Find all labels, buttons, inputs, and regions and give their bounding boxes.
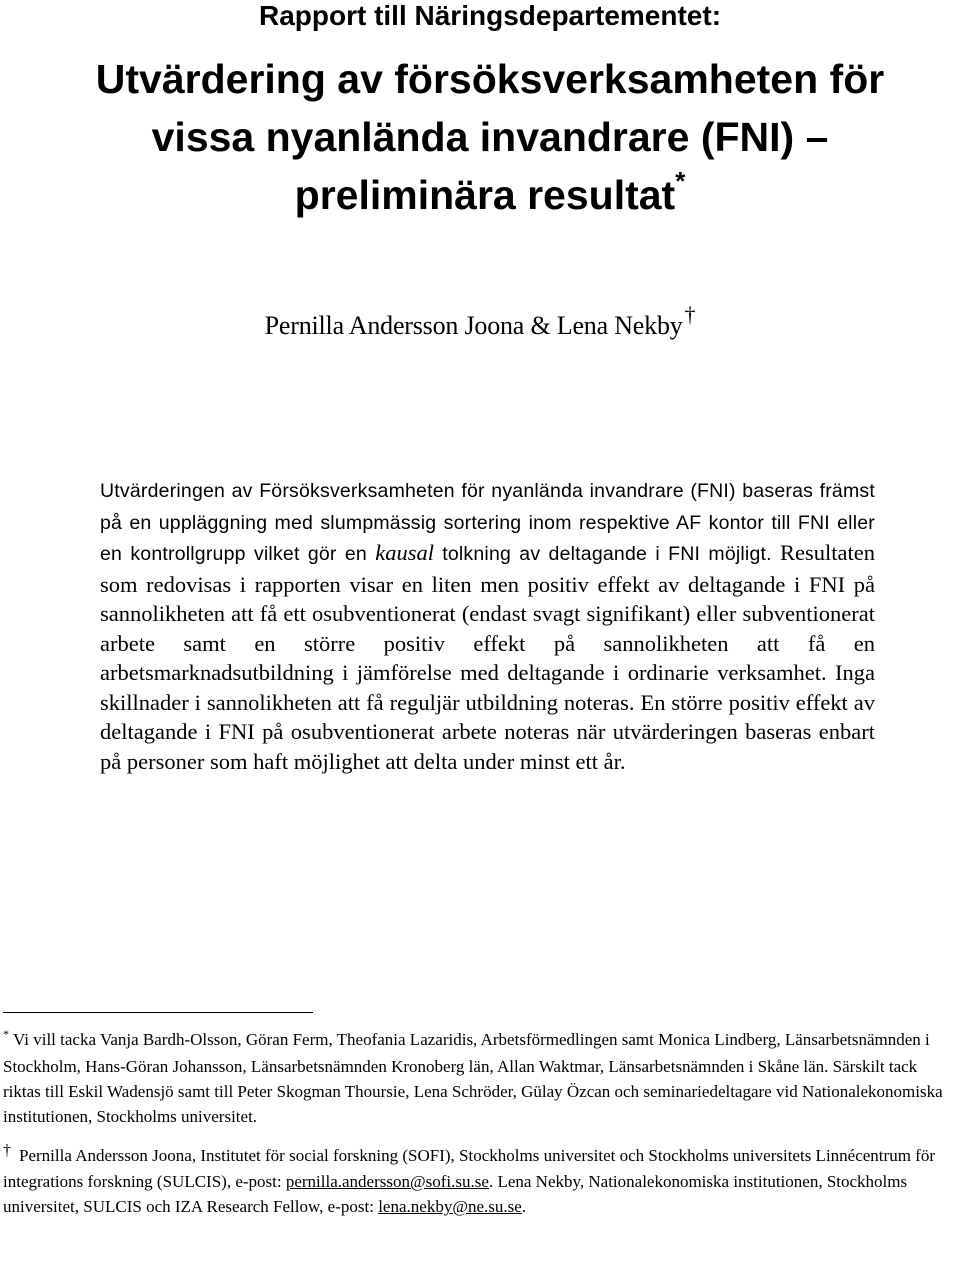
footnote-2-text-after: .	[521, 1197, 527, 1216]
footnote-2-text-middle: . Lena Nekby, Nationalekonomiska institutionen, Stockholms universitet, SULCIS och IZA Research Fellow, e-post:	[3, 1172, 908, 1216]
footnote-2-mark: †	[3, 1142, 11, 1159]
footnote-1-mark: *	[3, 1027, 9, 1041]
author-line	[0, 302, 960, 347]
author-names: Pernilla Andersson Joona & Lena Nekby	[264, 311, 683, 340]
report-kicker: Rapport till Näringsdepartementet:	[258, 0, 722, 31]
title-footnote-mark: *	[675, 166, 686, 197]
abstract-text-part1: Utvärderingen av Försöksverksamheten för nyanlända invandrare (FNI) baseras främst på en uppläggning med slumpmässig sortering inom respektive AF kontor till FNI eller en kontrollgrupp vilket gör en	[100, 480, 875, 565]
abstract-text-part2: tolkning av deltagande i FNI möjligt.	[433, 543, 772, 565]
abstract-paragraph	[100, 475, 875, 776]
title-line-1: Utvärdering av försöksverksamheten för	[95, 56, 885, 102]
title-line-3-text: preliminära resultat	[294, 172, 676, 218]
title-line-2: vissa nyanlända invandrare (FNI) –	[151, 114, 829, 160]
footnotes-section	[3, 1027, 958, 1233]
title-line-3	[0, 166, 960, 224]
footnote-acknowledgements	[3, 1027, 958, 1129]
footnote-affiliations	[3, 1143, 958, 1219]
footnote-2-text-before: Pernilla Andersson Joona, Institutet för social forskning (SOFI), Stockholms universitet och Stockholms universitets Linnécentrum för integrations forskning (SULCIS), e-post:	[3, 1146, 935, 1191]
document-title	[0, 50, 960, 224]
footnote-1-text: Vi vill tacka Vanja Bardh-Olsson, Göran Ferm, Theofania Lazaridis, Arbetsförmedlingen samt Monica Lindberg, Länsarbetsnämnden i Stockholm, Hans-Göran Johansson, Länsarbetsnämnden Kronoberg län, Allan Waktmar, Länsarbetsnämnden i Skåne län. Särskilt tack riktas till Eskil Wadensjö samt till Peter Skogman Thoursie, Lena Schröder, Gülay Özcan och seminariedeltagare vid Nationalekonomiska institutionen, Stockholms universitet.	[3, 1030, 943, 1126]
abstract-text-part3: Resultaten som redovisas i rapporten visar en liten men positiv effekt av deltagande i FNI på sannolikheten att få ett osubventionerat (endast svagt signifikant) eller subventionerat arbete samt en större positiv effekt på sannolikheten att få en arbetsmarknadsutbildning i jämförelse med deltagande i ordinarie verksamhet. Inga skillnader i sannolikheten att få reguljär utbildning noteras. En större positiv effekt av deltagande i FNI på osubventionerat arbete noteras när utvärderingen baseras enbart på personer som haft möjlighet att delta under minst ett år.	[100, 540, 875, 774]
email-link-nekby[interactable]: lena.nekby@ne.su.se	[378, 1197, 522, 1216]
abstract-italic-word: kausal	[375, 540, 434, 565]
email-link-andersson[interactable]: pernilla.andersson@sofi.su.se	[285, 1172, 489, 1191]
author-footnote-mark: †	[684, 302, 696, 327]
footnote-separator	[3, 1012, 313, 1013]
